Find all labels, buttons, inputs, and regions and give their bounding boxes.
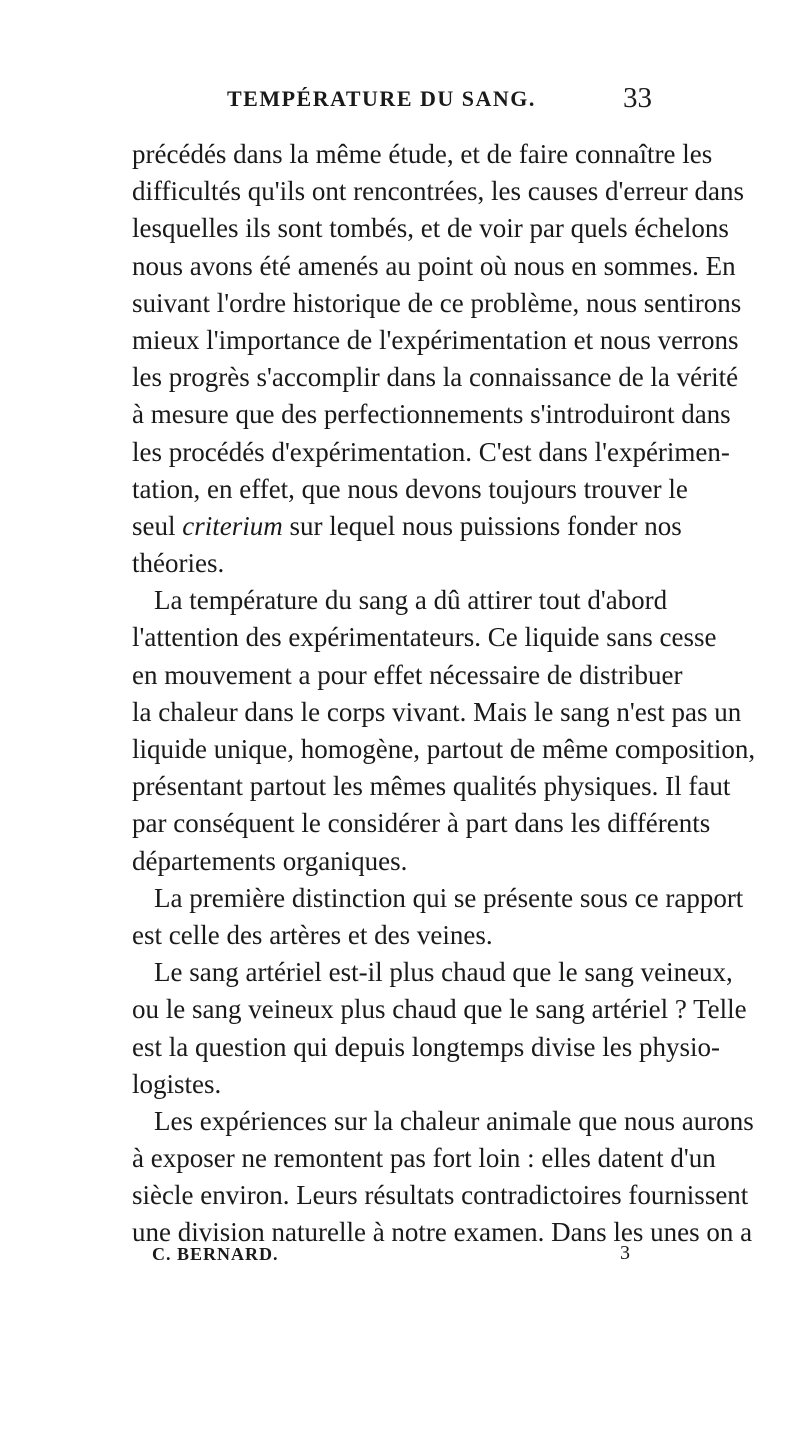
text-line: est la question qui depuis longtemps divise les physio- (132, 1031, 720, 1062)
text-line: l'attention des expérimentateurs. Ce liquide sans cesse (132, 622, 717, 653)
text-line: précédés dans la même étude, et de faire connaître les (132, 139, 713, 169)
signature-mark: C. BERNARD. (152, 1244, 279, 1264)
text-line: ou le sang veineux plus chaud que le sang artériel ? Telle (132, 994, 747, 1025)
text-line: une division naturelle à notre examen. Dans les unes on a (132, 1217, 753, 1248)
italic-term: criterium (182, 510, 283, 541)
paragraph-start-line: Le sang artériel est-il plus chaud que le sang veineux, (154, 957, 733, 988)
paragraph-end-line: départements organiques. (132, 845, 408, 876)
text-line: à exposer ne remontent pas fort loin : elles datent d'un (132, 1143, 716, 1174)
text-line: mieux l'importance de l'expérimentation et nous verrons (132, 324, 739, 355)
text-line: présentant partout les mêmes qualités physiques. Il faut (132, 771, 731, 802)
paragraph-start-line: Les expériences sur la chaleur animale que nous aurons (154, 1105, 754, 1136)
text-segment: sur lequel nous puissions fonder nos (289, 510, 682, 541)
paragraph-start-line: La température du sang a dû attirer tout d'abord (154, 585, 668, 616)
signature-footer (152, 1244, 630, 1270)
text-line: la chaleur dans le corps vivant. Mais le sang n'est pas un (132, 696, 742, 727)
text-line: suivant l'ordre historique de ce problème, nous sentirons (132, 287, 742, 318)
text-line: difficultés qu'ils ont rencontrées, les causes d'erreur dans (132, 176, 745, 207)
paragraph-end-line: théories. (132, 548, 225, 579)
text-line: siècle environ. Leurs résultats contradictoires fournissent (132, 1180, 749, 1211)
text-line: à mesure que des perfectionnements s'introduiront dans (132, 399, 731, 430)
running-title: TEMPÉRATURE DU SANG. (227, 86, 536, 111)
text-line: lesquelles ils sont tombés, et de voir par quels échelons (132, 213, 729, 244)
text-line: les progrès s'accomplir dans la connaissance de la vérité (132, 362, 739, 393)
running-header (132, 82, 652, 118)
text-line: tation, en effet, que nous devons toujours trouver le (132, 473, 688, 504)
paragraph-end-line: est celle des artères et des veines. (132, 919, 493, 950)
text-line: par conséquent le considérer à part dans les différents (132, 808, 711, 839)
text-line: en mouvement a pour effet nécessaire de distribuer (132, 659, 683, 690)
text-line: nous avons été amenés au point où nous en sommes. En (132, 250, 736, 281)
signature-number: 3 (620, 1242, 630, 1264)
paragraph-start-line: La première distinction qui se présente sous ce rapport (154, 882, 744, 913)
text-line: liquide unique, homogène, partout de même composition, (132, 734, 756, 764)
text-segment: seul (132, 510, 176, 541)
text-line: les procédés d'expérimentation. C'est dans l'expérimen- (132, 436, 730, 467)
paragraph-end-line: logistes. (132, 1068, 222, 1099)
body-text (132, 136, 756, 1252)
page-number: 33 (623, 82, 652, 114)
text-line-with-italic (132, 508, 682, 545)
